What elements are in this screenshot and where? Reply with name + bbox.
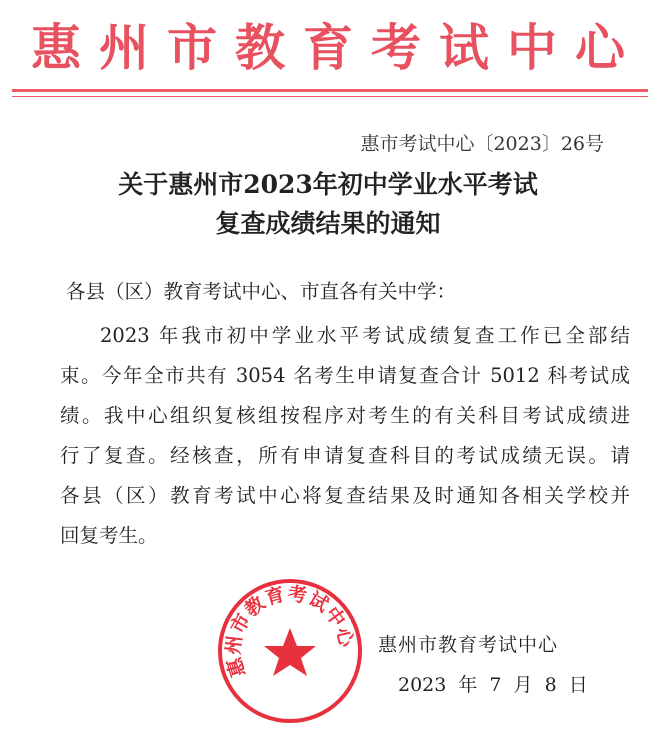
body-paragraph <box>60 316 630 556</box>
body-line: 2023 年我市初中学业水平考试成绩复查工作已全部结 <box>100 324 630 347</box>
signature-org: 惠州市教育考试中心 <box>378 634 559 656</box>
document-number: 惠市考试中心〔2023〕26号 <box>360 133 604 155</box>
document-title-line2: 复查成绩结果的通知 <box>215 209 441 238</box>
document-title-line1: 关于惠州市2023年初中学业水平考试 <box>118 170 538 199</box>
star-icon <box>264 628 316 676</box>
body-line: 行了复查。经核查，所有申请复查科目的考试成绩无误。请 <box>60 444 630 467</box>
masthead-rule-thin <box>12 96 648 97</box>
official-seal-stamp <box>215 576 365 726</box>
masthead-rule-thick <box>12 89 648 92</box>
body-line: 绩。我中心组织复核组按程序对考生的有关科目考试成绩进 <box>60 404 630 427</box>
body-line: 各县（区）教育考试中心将复查结果及时通知各相关学校并 <box>60 484 630 507</box>
stamp-text: 惠州市教育考试中心 <box>222 582 358 680</box>
masthead-org-name: 惠州市教育考试中心 <box>31 18 643 77</box>
salutation: 各县（区）教育考试中心、市直各有关中学： <box>66 280 457 303</box>
body-line: 回复考生。 <box>60 524 158 547</box>
issue-date: 2023 年 7 月 8 日 <box>398 674 588 696</box>
body-line: 束。今年全市共有 3054 名考生申请复查合计 5012 科考试成 <box>60 364 630 387</box>
